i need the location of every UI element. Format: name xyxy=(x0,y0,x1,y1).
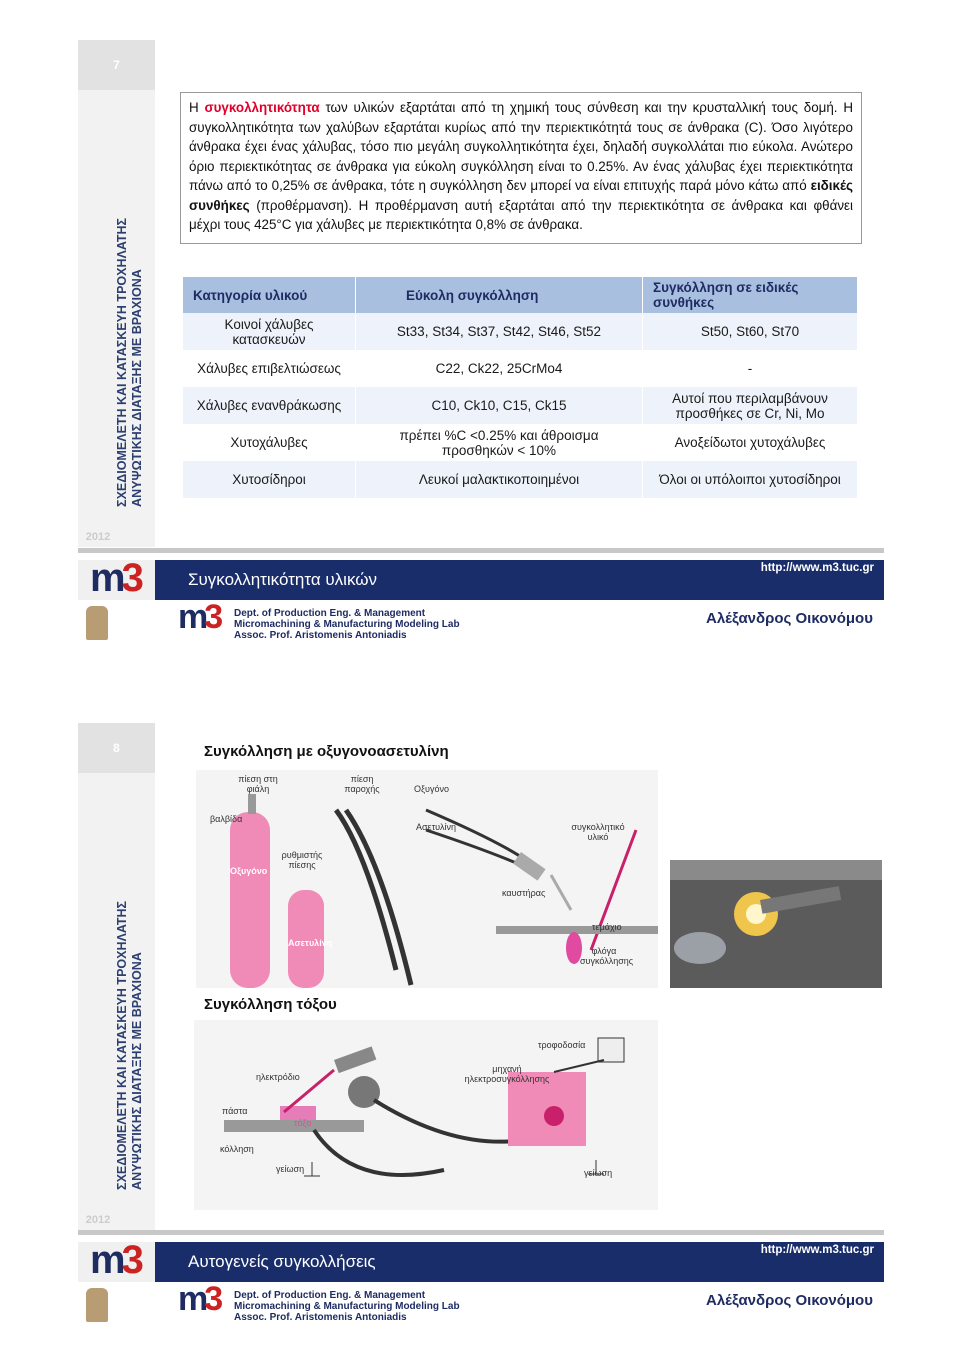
label-ground-1: γείωση xyxy=(276,1164,305,1174)
label-workpiece: τεμάχιο xyxy=(592,922,622,932)
slide-sidebar xyxy=(78,723,155,1230)
label-ground-2: γείωση xyxy=(584,1168,613,1178)
label-oxygen-hose: Οξυγόνο xyxy=(414,784,449,794)
highlight-term: συγκολλητικότητα xyxy=(204,100,320,115)
author-name: Αλέξανδρος Οικονόμου xyxy=(706,610,873,627)
sidebar-year: 2012 xyxy=(85,1214,111,1226)
author-name: Αλέξανδρος Οικονόμου xyxy=(706,1292,873,1309)
slide-number: 8 xyxy=(78,723,155,773)
table-row: Χάλυβες ενανθράκωσης C10, Ck10, C15, Ck15 Αυτοί που περιλαμβάνουν προσθήκες σε Cr, Ni, Mo xyxy=(183,387,858,424)
table-header: Κατηγορία υλικού xyxy=(183,277,356,313)
weldability-paragraph: Η συγκολλητικότητα των υλικών εξαρτάται από τη χημική τους σύνθεση και την κρυσταλλική τους δομή. Η συγκολλητικότητα των χαλύβων εξαρτάται κυρίως από την περιεκτικότητά τους σε άνθρακα (C). Όσο λιγότερο άνθρακα έχει ένας χάλυβας, τόσο πιο μεγάλη συγκολλητικότητα έχει, δηλαδή συγκολλάται πιο εύκολα. Ανώτερο όριο περιεκτικότητας σε άνθρακα για εύκολη συγκόλληση είναι το 0.25%. Αν ένας χάλυβας έχει περιεκτικότητα πάνω από το 0,25% σε άνθρακα, τότε η συγκόλληση δεν μπορεί να είναι επιτυχής παρά μόνο κάτω από ειδικές συνθήκες (προθέρμανση). Η προθέρμανση αυτή εξαρτάται από την περιεκτικότητα σε άνθρακα και φθάνει μέχρι τους 425°C για χάλυβες με περιεκτικότητα 0,8% σε άνθρακα. xyxy=(180,92,862,244)
divider-strip xyxy=(78,1230,884,1235)
label-arc: τόξο xyxy=(294,1118,312,1128)
sidebar-vertical-title: ΣΧΕΔΙΟΜΕΛΕΤΗ ΚΑΙ ΚΑΤΑΣΚΕΥΗ ΤΡΟΧΗΛΑΤΗΣ ΑΝΥΨΩΤΙΚΗΣ ΔΙΑΤΑΞΗΣ ΜΕ ΒΡΑΧΙΟΝΑ xyxy=(115,901,144,1190)
site-url-link[interactable]: http://www.m3.tuc.gr xyxy=(760,562,874,574)
table-row: Χάλυβες επιβελτιώσεως C22, Ck22, 25CrMo4 - xyxy=(183,350,858,387)
table-row: Χυτοσίδηροι Λευκοί μαλακτικοποιημένοι Όλοι οι υπόλοιποι χυτοσίδηροι xyxy=(183,461,858,498)
lab-info: Dept. of Production Eng. & Management Micromachining & Manufacturing Modeling Lab Assoc. Prof. Aristomenis Antoniadis xyxy=(234,608,460,641)
label-weld: κόλληση xyxy=(220,1144,254,1154)
m3-logo-small: m3 xyxy=(178,1280,220,1318)
m3-logo: m3 xyxy=(90,556,140,600)
bold-term: ειδικές συνθήκες xyxy=(189,178,853,213)
label-paste: πάστα xyxy=(222,1106,248,1116)
m3-logo: m3 xyxy=(90,1238,140,1282)
welding-photo xyxy=(670,860,882,988)
slide-title-bar xyxy=(78,560,884,600)
label-filler: συγκολλητικό υλικό xyxy=(571,822,625,842)
slide-title: Αυτογενείς συγκολλήσεις xyxy=(188,1252,376,1271)
table-header: Συγκόλληση σε ειδικές συνθήκες xyxy=(643,277,858,313)
slide-sidebar xyxy=(78,40,155,547)
table-row: Χυτοχάλυβες πρέπει %C <0.25% και άθροισμα προσθηκών < 10% Ανοξείδωτοι χυτοχάλυβες xyxy=(183,424,858,461)
slide-number: 7 xyxy=(78,40,155,90)
lab-info: Dept. of Production Eng. & Management Micromachining & Manufacturing Modeling Lab Assoc. Prof. Aristomenis Antoniadis xyxy=(234,1290,460,1323)
table-row: Κοινοί χάλυβες κατασκευών St33, St34, St37, St42, St46, St52 St50, St60, St70 xyxy=(183,313,858,350)
label-machine: μηχανή ηλεκτροσυγκόλλησης xyxy=(464,1064,550,1084)
label-power: τροφοδοσία xyxy=(538,1040,586,1050)
sidebar-year: 2012 xyxy=(85,531,111,543)
statue-icon xyxy=(86,606,108,640)
section-title-oxyacetylene: Συγκόλληση με οξυγονοασετυλίνη xyxy=(204,743,449,760)
label-valve: βαλβίδα xyxy=(210,814,243,824)
site-url-link[interactable]: http://www.m3.tuc.gr xyxy=(760,1244,874,1256)
slide-title: Συγκολλητικότητα υλικών xyxy=(188,570,378,589)
label-torch: καυστήρας xyxy=(502,888,546,898)
divider-strip xyxy=(78,548,884,553)
weldability-table xyxy=(182,277,857,498)
label-cyl-pressure: πίεση στη φιάλη xyxy=(238,774,278,794)
arc-welding-illustration xyxy=(194,1020,658,1210)
label-supply-pressure: πίεση παροχής xyxy=(344,774,380,794)
oxyacetylene-diagram xyxy=(196,770,658,988)
label-oxygen-cylinder: Οξυγόνο xyxy=(230,866,268,876)
welding-photo-illustration xyxy=(670,860,882,988)
arc-welding-diagram xyxy=(194,1020,658,1210)
label-acetylene-cylinder: Ασετυλίνη xyxy=(288,938,333,948)
label-acetylene-hose: Ασετυλίνη xyxy=(416,822,457,832)
slide-title-bar xyxy=(78,1242,884,1282)
label-regulator: ρυθμιστής πίεσης xyxy=(281,850,323,870)
label-flame: φλόγα συγκόλλησης xyxy=(580,946,634,966)
section-title-arc: Συγκόλληση τόξου xyxy=(204,996,337,1013)
sidebar-vertical-title: ΣΧΕΔΙΟΜΕΛΕΤΗ ΚΑΙ ΚΑΤΑΣΚΕΥΗ ΤΡΟΧΗΛΑΤΗΣ ΑΝΥΨΩΤΙΚΗΣ ΔΙΑΤΑΞΗΣ ΜΕ ΒΡΑΧΙΟΝΑ xyxy=(115,218,144,507)
statue-icon xyxy=(86,1288,108,1322)
m3-logo-small: m3 xyxy=(178,598,220,636)
table-header: Εύκολη συγκόλληση xyxy=(356,277,643,313)
label-electrode: ηλεκτρόδιο xyxy=(256,1072,300,1082)
